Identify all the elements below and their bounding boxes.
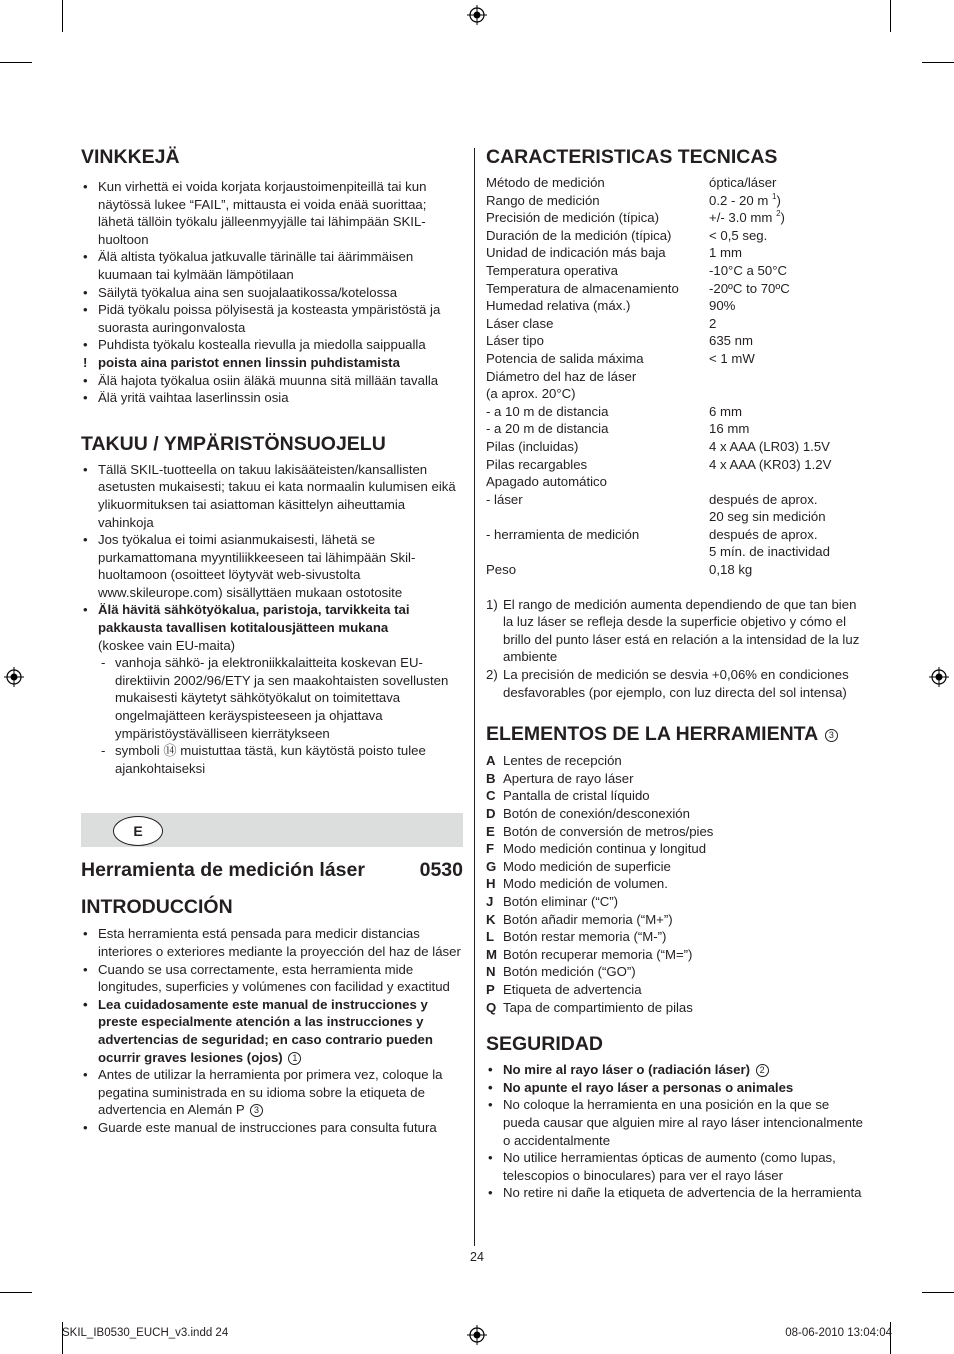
- spec-row: [486, 244, 866, 262]
- spec-key: - a 10 m de distancia: [486, 403, 609, 419]
- section-title-introduccion: INTRODUCCIÓN: [81, 896, 233, 919]
- element-label: Botón añadir memoria (“M+”): [503, 911, 673, 927]
- language-code-badge: E: [113, 816, 163, 846]
- element-letter: J: [486, 893, 494, 909]
- element-item: [486, 981, 866, 999]
- spec-row: [486, 456, 866, 474]
- element-letter: H: [486, 876, 496, 892]
- element-letter: Q: [486, 999, 497, 1015]
- spec-key: - herramienta de medición: [486, 526, 640, 542]
- spec-value: 2: [709, 315, 717, 331]
- spec-row: [486, 192, 866, 210]
- spec-key: - a 20 m de distancia: [486, 421, 609, 437]
- element-letter: D: [486, 806, 496, 821]
- list-item: • Tällä SKIL-tuotteella on takuu lakisääteisten/kansallisten asetusten mukaisesti; takuu ei kata normaalin kulumisen eikä ylikuormituksen tai asiattoman käsittelyn aiheuttamia vahinkoja: [81, 461, 463, 531]
- list-item: • Esta herramienta está pensada para medicir distancias interiores o exteriores mediante la proyección del haz de láser: [81, 925, 463, 960]
- spec-value: 16 mm: [709, 421, 750, 437]
- spec-value: 4 x AAA (KR03) 1.2V: [709, 456, 832, 472]
- list-item: • Älä altista työkalua jatkuvalle tärinälle tai äärimmäisen kuumaan tai kylmään lämpötilaan: [81, 248, 463, 283]
- spec-value: 5 mín. de inactividad: [709, 544, 830, 560]
- footnote-ref: 2: [776, 209, 781, 219]
- footnotes: [486, 596, 866, 702]
- element-letter: E: [486, 823, 495, 839]
- spec-value: 6 mm: [709, 403, 742, 419]
- spec-value: 635 nm: [709, 333, 753, 349]
- spec-value: 20 seg sin medición: [709, 509, 826, 525]
- spec-row: [486, 368, 866, 386]
- element-letter: G: [486, 858, 497, 874]
- spec-row: [486, 561, 866, 579]
- spec-row: [486, 420, 866, 438]
- list-item: • Lea cuidadosamente este manual de instrucciones y preste especialmente atención a las instrucciones y advertencias de seguridad; en caso contrario pueden ocurrir graves lesiones (ojos) 1: [81, 996, 463, 1066]
- element-item: [486, 770, 866, 788]
- spec-key: Pilas (incluidas): [486, 438, 579, 454]
- spec-value: 4 x AAA (LR03) 1.5V: [709, 438, 830, 454]
- safety-list: [486, 1061, 866, 1202]
- element-label: Apertura de rayo láser: [503, 770, 634, 786]
- element-item: [486, 840, 866, 858]
- spec-row: [486, 350, 866, 368]
- element-label: Botón de conversión de metros/pies: [503, 823, 714, 839]
- symbol-14-icon: ⑭: [163, 743, 177, 759]
- spec-key: Láser tipo: [486, 333, 544, 349]
- spec-row: [486, 280, 866, 298]
- crop-mark: [0, 1292, 32, 1293]
- crop-mark: [890, 0, 891, 32]
- list-item: • Älä hajota työkalua osiin äläkä muunna sitä millään tavalla: [81, 372, 463, 390]
- intro-list: [81, 925, 463, 1136]
- list-item: • Cuando se usa correctamente, esta herramienta mide longitudes, superficies y volúmenes con facilidad y exactitud: [81, 961, 463, 996]
- spec-table: [486, 174, 866, 579]
- element-label: Botón recuperar memoria (“M=”): [503, 946, 693, 962]
- element-letter: N: [486, 964, 496, 980]
- spec-row: [486, 332, 866, 350]
- element-item: [486, 875, 866, 893]
- spec-key: Peso: [486, 562, 517, 578]
- spec-value: [709, 473, 866, 491]
- spec-value: 1 mm: [709, 245, 742, 261]
- element-label: Botón restar memoria (“M-”): [503, 929, 667, 945]
- spec-value: después de aprox.: [709, 491, 818, 507]
- spec-row: [486, 209, 866, 227]
- spec-key: Pilas recargables: [486, 456, 588, 472]
- element-label: Modo medición de volumen.: [503, 876, 668, 892]
- spec-key: Duración de la medición (típica): [486, 227, 672, 243]
- elements-list: [486, 752, 866, 1016]
- list-item: • Guarde este manual de instrucciones para consulta futura: [81, 1119, 463, 1137]
- ref-number-icon: 1: [288, 1052, 301, 1065]
- spec-value: 90%: [709, 298, 736, 314]
- spec-value: después de aprox.: [709, 526, 818, 542]
- page-number: 24: [470, 1250, 484, 1264]
- spec-value: -10°C a 50°C: [709, 262, 787, 278]
- disposal-warning: • Älä hävitä sähkötyökalua, paristoja, tarvikkeita tai pakkausta tavallisen kotitalousjätteen mukana: [98, 602, 410, 636]
- left-column: [81, 145, 463, 1137]
- ref-number-icon: 3: [825, 729, 838, 742]
- element-item: [486, 787, 866, 805]
- list-item: • Kun virhettä ei voida korjata korjaustoimenpiteillä tai kun näytössä lukee “FAIL”, mittausta ei voida enää suorittaa; lähetä tällöin työkalu jälleenmyyjälle tai lähimpään SKIL-huoltoon: [81, 178, 463, 248]
- element-item: [486, 999, 866, 1017]
- spec-key: Láser clase: [486, 315, 554, 331]
- footnote: 1) El rango de medición aumenta dependiendo de que tan bien la luz láser se refleja desde la superficie objetivo y cómo el brillo del punto láser está en relación a la intensidad de la luz ambiente: [486, 596, 860, 665]
- ref-number-icon: 3: [250, 1104, 263, 1117]
- spec-key: [486, 508, 709, 526]
- crop-mark: [922, 62, 954, 63]
- element-letter: L: [486, 929, 495, 945]
- spec-key: Apagado automático: [486, 474, 607, 490]
- spec-key: Unidad de indicación más baja: [486, 245, 666, 261]
- footer-date: 08-06-2010 13:04:04: [785, 1327, 892, 1339]
- element-label: Lentes de recepción: [503, 753, 622, 769]
- element-label: Modo medición continua y longitud: [503, 841, 707, 857]
- section-title-elements: ELEMENTOS DE LA HERRAMIENTA 3: [486, 722, 866, 746]
- product-model: 0530: [419, 859, 463, 882]
- element-letter: C: [486, 788, 496, 804]
- spec-value: 0.2 - 20 m $^1$): [709, 191, 781, 208]
- list-item: [81, 601, 463, 777]
- list-item: • Säilytä työkalua aina sen suojalaatikossa/kotelossa: [81, 284, 463, 302]
- spec-row: [486, 403, 866, 421]
- disposal-sublist: [98, 654, 463, 777]
- list-item: • Pidä työkalu poissa pölyisestä ja kosteasta ympäristöstä ja suorasta auringonvalosta: [81, 301, 463, 336]
- vinkkeja-list: [81, 178, 463, 407]
- element-letter: K: [486, 911, 496, 927]
- section-title-specs: CARACTERISTICAS TECNICAS: [486, 146, 778, 168]
- section-title-vinkkeja: VINKKEJÄ: [81, 146, 180, 168]
- product-name: Herramienta de medición láser: [81, 859, 365, 882]
- element-label: Botón eliminar (“C”): [503, 893, 619, 909]
- spec-value: -20ºC to 70ºC: [709, 280, 790, 296]
- spec-value: óptica/láser: [709, 175, 777, 190]
- crop-mark: [0, 62, 32, 63]
- column-divider: [474, 148, 475, 1246]
- registration-mark-icon: [4, 667, 24, 687]
- spec-value: +/- 3.0 mm $^2$): [709, 209, 785, 226]
- element-item: [486, 963, 866, 981]
- spec-row: [486, 543, 866, 561]
- language-bar: [81, 813, 463, 847]
- spec-key: Potencia de salida máxima: [486, 350, 644, 366]
- element-label: Botón de conexión/desconexión: [503, 806, 690, 821]
- element-item: [486, 858, 866, 876]
- section-title-seguridad: SEGURIDAD: [486, 1033, 604, 1056]
- crop-mark: [62, 0, 63, 32]
- spec-key: Diámetro del haz de láser: [486, 368, 637, 384]
- spec-row: [486, 508, 866, 526]
- element-letter: M: [486, 946, 497, 962]
- spec-row: [486, 315, 866, 333]
- spec-key: [486, 543, 709, 561]
- list-item: • No mire al rayo láser o (radiación láser) 2: [486, 1061, 866, 1079]
- takuu-list: [81, 461, 463, 778]
- element-label: Botón medición (“GO”): [503, 964, 636, 980]
- element-item: [486, 752, 866, 770]
- spec-value: [709, 368, 866, 386]
- product-title: [81, 858, 463, 882]
- eu-note: (koskee vain EU-maita): [98, 637, 236, 653]
- spec-value: < 1 mW: [709, 350, 755, 366]
- spec-row: [486, 297, 866, 315]
- spec-key: Precisión de medición (típica): [486, 210, 659, 226]
- spec-row: [486, 526, 866, 544]
- element-item: [486, 928, 866, 946]
- crop-mark: [922, 1292, 954, 1293]
- list-item: • No utilice herramientas ópticas de aumento (como lupas, telescopios o binoculares) para ver el rayo láser: [486, 1149, 866, 1184]
- footnote-ref: 1: [772, 191, 777, 201]
- registration-mark-icon: [467, 5, 487, 25]
- element-letter: P: [486, 981, 495, 997]
- spec-value: [709, 385, 866, 403]
- list-item: • Jos työkalua ei toimi asianmukaisesti, lähetä se purkamattomana myyntiliikkeeseen tai lähimpään Skil-huoltamoon (osoitteet löytyvät web-sivustolta www.skileurope.com) sisällyttäen mukaan ostotosite: [81, 531, 463, 601]
- spec-key: Humedad relativa (máx.): [486, 298, 631, 314]
- footer-file: SKIL_IB0530_EUCH_v3.indd 24: [62, 1327, 229, 1339]
- element-letter: F: [486, 841, 495, 857]
- warning-item: ! poista aina paristot ennen linssin puhdistamista: [81, 354, 463, 372]
- list-item: • No coloque la herramienta en una posición en la que se pueda causar que alguien mire al rayo láser intencionalmente o accidentalmente: [486, 1096, 866, 1149]
- element-label: Tapa de compartimiento de pilas: [503, 999, 693, 1015]
- list-item: • Puhdista työkalu kostealla rievulla ja miedolla saippualla: [81, 336, 463, 354]
- registration-mark-icon: [467, 1325, 487, 1345]
- element-item: [486, 946, 866, 964]
- ref-number-icon: 2: [756, 1064, 769, 1077]
- element-label: Pantalla de cristal líquido: [503, 788, 650, 804]
- right-column: [486, 145, 866, 1202]
- list-item: • No apunte el rayo láser a personas o animales: [486, 1079, 866, 1097]
- section-title-takuu: TAKUU / YMPÄRISTÖNSUOJELU: [81, 432, 386, 455]
- element-item: [486, 893, 866, 911]
- element-item: [486, 911, 866, 929]
- element-label: Modo medición de superficie: [503, 858, 671, 874]
- spec-row: [486, 174, 866, 192]
- spec-row: [486, 262, 866, 280]
- spec-row: [486, 385, 866, 403]
- spec-key: Temperatura de almacenamiento: [486, 280, 679, 296]
- spec-row: [486, 227, 866, 245]
- registration-mark-icon: [929, 667, 949, 687]
- footnote: 2) La precisión de medición se desvia +0,06% en condiciones desfavorables (por ejemplo, con luz directa del sol intensa): [486, 667, 849, 700]
- spec-row: [486, 438, 866, 456]
- spec-value: 0,18 kg: [709, 562, 753, 578]
- sub-item: - symboli ⑭ muistuttaa tästä, kun käytöstä poisto tulee ajankohtaiseksi: [98, 742, 463, 777]
- element-label: Etiqueta de advertencia: [503, 981, 642, 997]
- element-item: [486, 805, 866, 823]
- spec-key: Rango de medición: [486, 192, 600, 208]
- spec-row: [486, 491, 866, 509]
- element-letter: A: [486, 753, 496, 769]
- spec-key: Método de medición: [486, 175, 605, 190]
- sub-item: - vanhoja sähkö- ja elektroniikkalaitteita koskevan EU-direktiivin 2002/96/ETY ja sen maakohtaisten sovellusten mukaisesti käytetyt sähkötyökalut on toimitettava ongelmajätteen keräyspisteeseen ja ohjattava ympäristöystävälliseen kierrätykseen: [98, 654, 463, 742]
- spec-key: - láser: [486, 491, 523, 507]
- spec-row: [486, 473, 866, 491]
- spec-key: Temperatura operativa: [486, 262, 618, 278]
- spec-value: < 0,5 seg.: [709, 227, 768, 243]
- list-item: • Älä yritä vaihtaa laserlinssin osia: [81, 389, 463, 407]
- list-item: • No retire ni dañe la etiqueta de advertencia de la herramienta: [486, 1184, 866, 1202]
- element-item: [486, 823, 866, 841]
- element-letter: B: [486, 770, 496, 786]
- spec-key: (a aprox. 20°C): [486, 386, 576, 402]
- list-item: • Antes de utilizar la herramienta por primera vez, coloque la pegatina suministrada en su idioma sobre la etiqueta de advertencia en Alemán P 3: [81, 1066, 463, 1119]
